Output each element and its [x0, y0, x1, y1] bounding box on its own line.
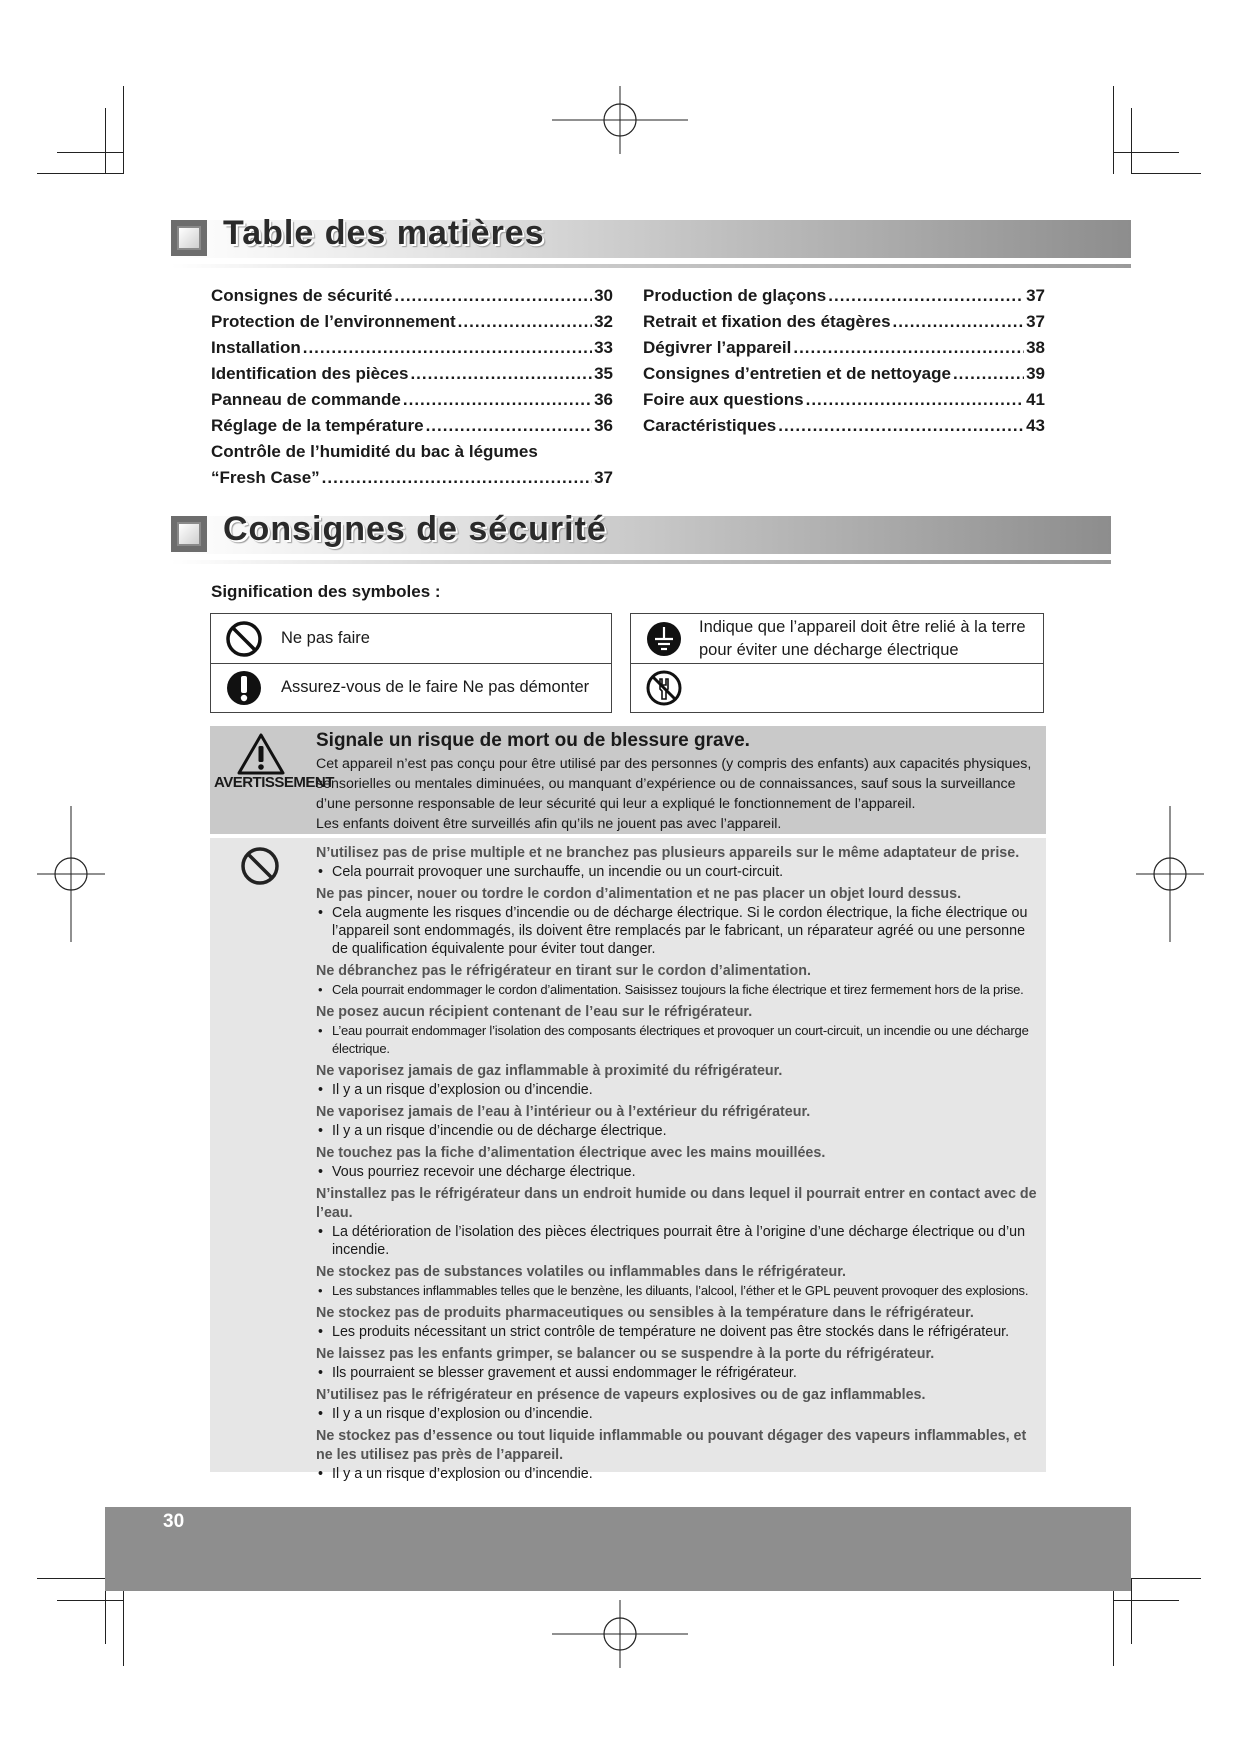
toc-right-column: [643, 283, 1045, 439]
prohibition-icon: [240, 846, 280, 886]
toc-entry-label: Panneau de commande: [211, 390, 401, 409]
warning-item-bullet: • Ils pourraient se blesser gravement et aussi endommager le réfrigérateur.: [316, 1364, 1040, 1382]
safety-section-header: [171, 510, 1111, 554]
toc-leader-dots: [426, 413, 593, 439]
toc-leader-dots: [893, 309, 1025, 335]
toc-entry[interactable]: [211, 309, 613, 335]
page-footer-bar: [105, 1507, 1131, 1591]
toc-leader-dots: [953, 361, 1024, 387]
toc-leader-dots: [303, 335, 592, 361]
page-number: 30: [163, 1511, 185, 1532]
warning-title: Signale un risque de mort ou de blessure grave.: [316, 730, 750, 751]
warning-item-bullet: • Cela pourrait endommager le cordon d’alimentation. Saisissez toujours la fiche électrique et tirez fermement hors de la prise.: [316, 981, 1040, 999]
toc-entry[interactable]: [643, 413, 1045, 439]
toc-entry-label: Caractéristiques: [643, 416, 777, 435]
warning-item-heading: Ne touchez pas la fiche d’alimentation électrique avec les mains mouillées.: [316, 1145, 826, 1161]
toc-leader-dots: [778, 413, 1024, 439]
toc-entry[interactable]: [211, 361, 613, 387]
warning-item-bullet: • Il y a un risque d’incendie ou de décharge électrique.: [316, 1122, 1040, 1140]
toc-title: Table des matières: [223, 214, 545, 252]
section-square-icon: [171, 220, 207, 256]
ground-connection-icon: [645, 620, 683, 658]
toc-entry-label: Production de glaçons: [643, 286, 827, 305]
warning-items-block: [210, 838, 1046, 1482]
toc-entry-page: 32: [594, 312, 613, 331]
warning-item-heading: Ne pas pincer, nouer ou tordre le cordon d’alimentation et ne pas placer un objet lourd dessus.: [316, 886, 962, 902]
warning-item-heading: Ne laissez pas les enfants grimper, se balancer ou se suspendre à la porte du réfrigérateur.: [316, 1346, 935, 1362]
toc-entry[interactable]: [643, 361, 1045, 387]
warning-item-bullet: • Il y a un risque d’explosion ou d’incendie.: [316, 1465, 1040, 1483]
warning-item-heading: Ne débranchez pas le réfrigérateur en tirant sur le cordon d’alimentation.: [316, 963, 811, 979]
toc-entry[interactable]: [643, 335, 1045, 361]
section-square-icon: [171, 516, 207, 552]
warning-text-para2: Les enfants doivent être surveillés afin qu’ils ne jouent pas avec l’appareil.: [316, 816, 782, 832]
toc-entry[interactable]: [211, 283, 613, 309]
warning-item-heading: N’utilisez pas le réfrigérateur en présence de vapeurs explosives ou de gaz inflammables.: [316, 1387, 926, 1403]
warning-item-bullet: • Cela pourrait provoquer une surchauffe, un incendie ou un court-circuit.: [316, 863, 1040, 881]
mandatory-action-icon: [225, 669, 263, 707]
toc-entry-page: 30: [594, 286, 613, 305]
toc-entry-label: Foire aux questions: [643, 390, 804, 409]
registration-mark-left: [37, 806, 105, 942]
toc-entry-page: 37: [1026, 286, 1045, 305]
warning-item-heading: N’installez pas le réfrigérateur dans un endroit humide ou dans lequel il pourrait entrer en contact avec de l’eau.: [316, 1186, 1037, 1221]
toc-entry-page: 36: [594, 416, 613, 435]
toc-entry-page: 35: [594, 364, 613, 383]
registration-mark-right: [1136, 806, 1204, 942]
symbol-ground-line2: pour éviter une décharge électrique: [699, 641, 959, 659]
symbols-heading: Signification des symboles :: [211, 582, 441, 601]
warning-triangle-icon: [236, 732, 286, 776]
registration-mark-bottom: [552, 1600, 688, 1668]
warning-item-heading: Ne stockez pas d’essence ou tout liquide inflammable ou pouvant dégager des vapeurs inflammables, et ne les utilisez pas près de l’appareil.: [316, 1428, 1027, 1463]
warning-item-bullet: • Il y a un risque d’explosion ou d’incendie.: [316, 1405, 1040, 1423]
toc-leader-dots: [394, 283, 592, 309]
toc-entry[interactable]: [211, 335, 613, 361]
toc-entry-label: Protection de l’environnement: [211, 312, 456, 331]
toc-entry-label: Retrait et fixation des étagères: [643, 312, 891, 331]
warning-item-bullet: • L’eau pourrait endommager l’isolation des composants électriques et provoquer un court-circuit, un incendie ou une décharge électrique.: [316, 1022, 1040, 1058]
toc-entry-page: 36: [594, 390, 613, 409]
symbol-ground-line1: Indique que l’appareil doit être relié à la terre: [699, 618, 1026, 636]
toc-leader-dots: [793, 335, 1024, 361]
toc-entry-page: 37: [1026, 312, 1045, 331]
toc-entry[interactable]: [643, 283, 1045, 309]
toc-section-header: [171, 214, 1131, 258]
toc-entry[interactable]: [211, 439, 613, 465]
symbols-table-right: [630, 613, 1044, 713]
warning-items-list: [316, 840, 1040, 1483]
warning-item-heading: Ne vaporisez jamais de l’eau à l’intérieur ou à l’extérieur du réfrigérateur.: [316, 1104, 811, 1120]
warning-item-heading: Ne posez aucun récipient contenant de l’eau sur le réfrigérateur.: [316, 1004, 753, 1020]
toc-entry[interactable]: [643, 309, 1045, 335]
warning-item-bullet: • Les substances inflammables telles que le benzène, les diluants, l’alcool, l’éther et le GPL peuvent provoquer des explosions.: [316, 1282, 1040, 1300]
warning-text-para1: Cet appareil n’est pas conçu pour être utilisé par des personnes (y compris des enfants) aux capacités physiques, sensorielles ou mentales diminuées, ou manquant d’expérience ou de connaissances, sauf sous la surveillance d’une personne responsable de leur sécurité qui leur a expliqué le fonctionnement de l’appareil.: [316, 756, 1032, 812]
warning-text: [316, 754, 1036, 834]
do-not-disassemble-icon: [645, 669, 683, 707]
toc-left-column: [211, 283, 613, 491]
toc-entry-page: 37: [594, 468, 613, 487]
warning-item-bullet: • Cela augmente les risques d’incendie ou de décharge électrique. Si le cordon électrique, la fiche électrique ou l’appareil sont endommagés, ils doivent être remplacés par le fabricant, un réparateur agréé ou une personne de qualification équivalente pour éviter tout danger.: [316, 904, 1040, 958]
warning-header-block: [210, 726, 1046, 834]
toc-entry-label: Contrôle de l’humidité du bac à légumes: [211, 442, 538, 461]
toc-leader-dots: [403, 387, 592, 413]
warning-item-bullet: • Vous pourriez recevoir une décharge électrique.: [316, 1163, 1040, 1181]
toc-leader-dots: [458, 309, 592, 335]
toc-entry-label: “Fresh Case”: [211, 468, 320, 487]
toc-leader-dots: [828, 283, 1024, 309]
toc-entry[interactable]: [211, 413, 613, 439]
toc-entry-label: Dégivrer l’appareil: [643, 338, 792, 357]
toc-entry-page: 39: [1026, 364, 1045, 383]
toc-leader-dots: [806, 387, 1024, 413]
warning-item-bullet: • La détérioration de l’isolation des pièces électriques pourrait être à l’origine d’une décharge électrique ou d’un incendie.: [316, 1223, 1040, 1259]
toc-entry[interactable]: [211, 465, 613, 491]
toc-entry-label: Identification des pièces: [211, 364, 409, 383]
safety-title: Consignes de sécurité: [223, 510, 607, 548]
toc-entry-label: Réglage de la température: [211, 416, 424, 435]
warning-item-heading: Ne stockez pas de produits pharmaceutiques ou sensibles à la température dans le réfrigérateur.: [316, 1305, 974, 1321]
symbol-do-not-label: Ne pas faire: [281, 629, 370, 647]
warning-label: AVERTISSEMENT: [214, 774, 334, 791]
toc-entry-label: Consignes de sécurité: [211, 286, 393, 305]
warning-item-heading: Ne stockez pas de substances volatiles ou inflammables dans le réfrigérateur.: [316, 1264, 846, 1280]
warning-item-heading: Ne vaporisez jamais de gaz inflammable à proximité du réfrigérateur.: [316, 1063, 783, 1079]
warning-item-heading: N’utilisez pas de prise multiple et ne branchez pas plusieurs appareils sur le même adaptateur de prise.: [316, 845, 1020, 861]
toc-entry[interactable]: [643, 387, 1045, 413]
toc-entry[interactable]: [211, 387, 613, 413]
warning-item-bullet: • Il y a un risque d’explosion ou d’incendie.: [316, 1081, 1040, 1099]
symbol-must-do-label: Assurez-vous de le faire Ne pas démonter: [281, 678, 590, 696]
toc-leader-dots: [410, 361, 592, 387]
toc-entry-label: Consignes d’entretien et de nettoyage: [643, 364, 951, 383]
symbols-table-left: [210, 613, 612, 713]
toc-entry-page: 33: [594, 338, 613, 357]
toc-entry-label: Installation: [211, 338, 301, 357]
toc-entry-page: 38: [1026, 338, 1045, 357]
prohibition-icon: [225, 620, 263, 658]
registration-mark-top: [552, 86, 688, 154]
warning-item-bullet: • Les produits nécessitant un strict contrôle de température ne doivent pas être stockés dans le réfrigérateur.: [316, 1323, 1040, 1341]
toc-entry-page: 41: [1026, 390, 1045, 409]
toc-leader-dots: [322, 465, 592, 491]
toc-entry-page: 43: [1026, 416, 1045, 435]
